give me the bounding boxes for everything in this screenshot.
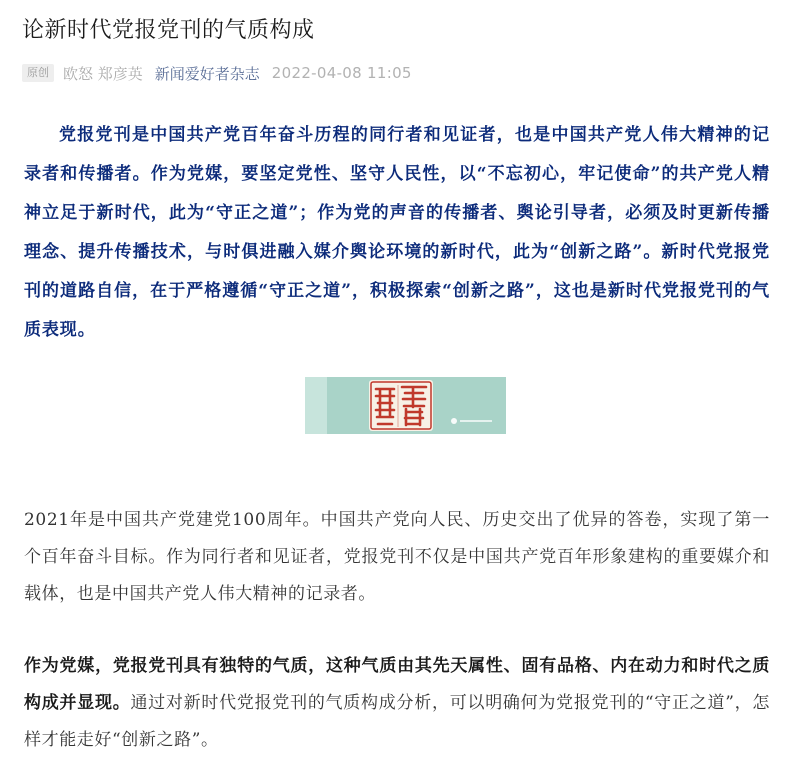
article-title: 论新时代党报党刊的气质构成 bbox=[22, 18, 315, 43]
account-name-link[interactable]: 新闻爱好者杂志 bbox=[154, 64, 260, 83]
watermark-icon bbox=[451, 418, 492, 424]
seal-stamp-image bbox=[368, 379, 434, 432]
article-meta bbox=[22, 62, 412, 84]
article-image[interactable] bbox=[305, 377, 506, 434]
body-paragraph-2-rest: 通过对新时代党报党刊的气质构成分析，可以明确何为党报党刊的“守正之道”，怎样才能走好“创新之路”。 bbox=[24, 693, 770, 750]
body-paragraph-1: 2021年是中国共产党建党100周年。中国共产党向人民、历史交出了优异的答卷，实现了第一个百年奋斗目标。作为同行者和见证者，党报党刊不仅是中国共产党百年形象建构的重要媒介和载体，也是中国共产党人伟大精神的记录者。 bbox=[24, 510, 770, 604]
article-authors: 欧怒 郑彦英 bbox=[63, 64, 143, 83]
body-paragraph-2 bbox=[24, 648, 770, 759]
publish-date: 2022-04-08 11:05 bbox=[271, 64, 412, 82]
image-light-band bbox=[305, 377, 327, 434]
original-badge: 原创 bbox=[22, 64, 54, 82]
intro-paragraph: 党报党刊是中国共产党百年奋斗历程的同行者和见证者，也是中国共产党人伟大精神的记录者和传播者。作为党媒，要坚定党性、坚守人民性，以“不忘初心，牢记使命”的共产党人精神立足于新时代，此为“守正之道”；作为党的声音的传播者、舆论引导者，必须及时更新传播理念、提升传播技术，与时俱进融入媒介舆论环境的新时代，此为“创新之路”。新时代党报党刊的道路自信，在于严格遵循“守正之道”，积极探索“创新之路”，这也是新时代党报党刊的气质表现。 bbox=[24, 125, 770, 340]
body-paragraph-2-bold: 作为党媒，党报党刊具有独特的气质，这种气质由其先天属性、固有品格、内在动力和时代之质构成并显现。 bbox=[24, 656, 770, 713]
